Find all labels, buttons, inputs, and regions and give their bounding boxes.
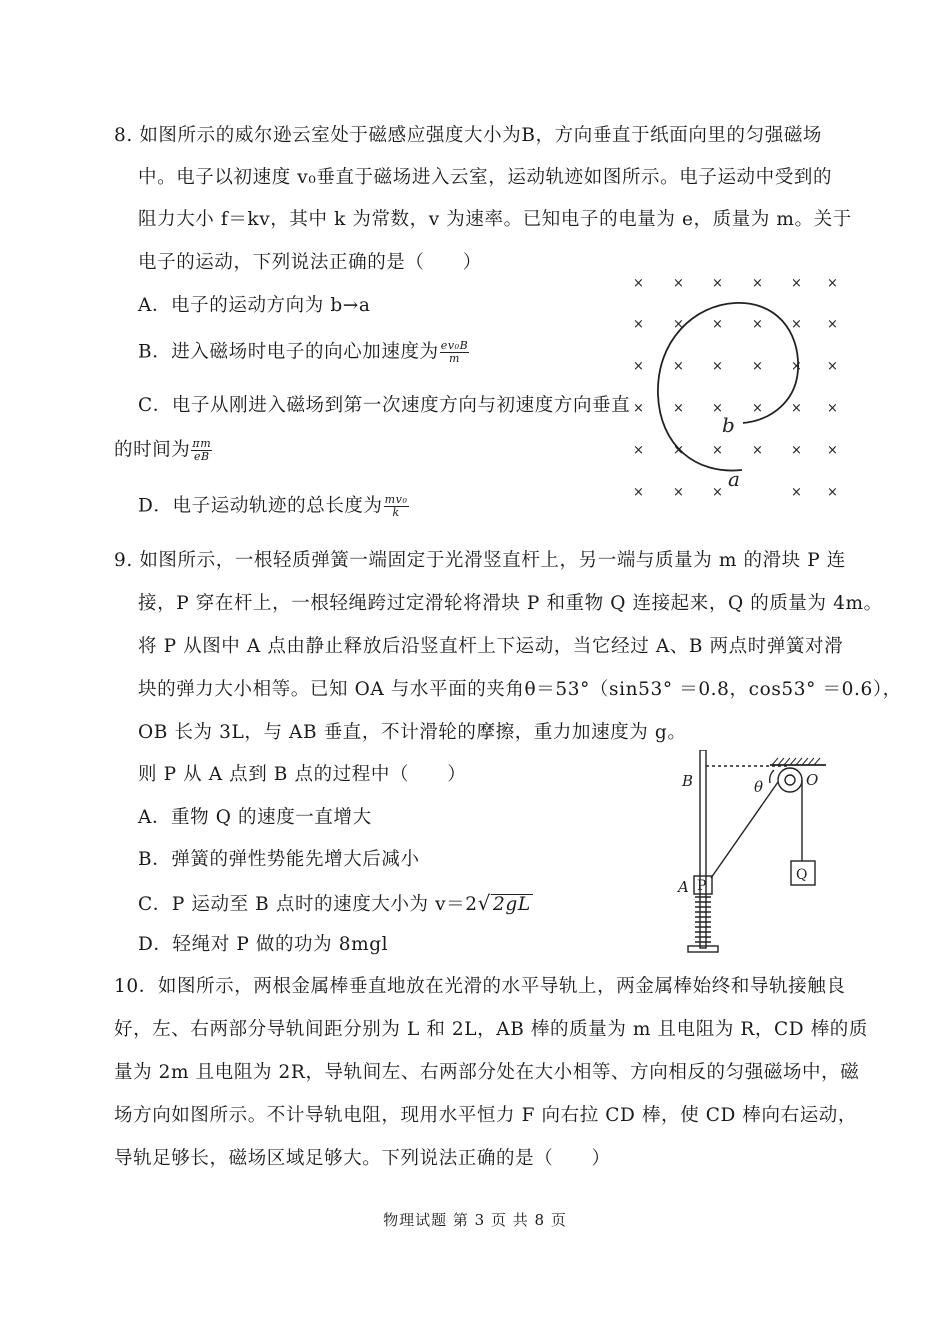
- label-A: A: [678, 878, 689, 896]
- svg-text:×: ×: [827, 276, 838, 291]
- q9-pulley-figure: [670, 750, 840, 955]
- q8-option-b: B．进入磁场时电子的向心加速度为 $\frac{\text{ev₀B}}{m}$: [138, 339, 469, 365]
- svg-text:×: ×: [673, 401, 684, 416]
- svg-text:×: ×: [791, 317, 802, 332]
- svg-text:×: ×: [791, 359, 802, 374]
- ceiling-hatching: [772, 758, 820, 765]
- svg-text:×: ×: [633, 359, 644, 374]
- q8-option-c: C．电子从刚进入磁场到第一次速度方向与初速度方向垂直: [138, 395, 631, 416]
- q8-option-b-fraction: $\frac{\text{ev₀B}}{m}$: [440, 339, 469, 365]
- svg-text:×: ×: [827, 485, 838, 500]
- svg-text:×: ×: [712, 485, 723, 500]
- svg-text:×: ×: [673, 276, 684, 291]
- svg-text:×: ×: [673, 485, 684, 500]
- svg-text:×: ×: [791, 485, 802, 500]
- q9-option-c: C．P 运动至 B 点时的速度大小为 v＝2√ 2gL: [138, 891, 531, 915]
- label-theta: θ: [754, 778, 764, 796]
- label-b: b: [722, 413, 735, 437]
- spring: [695, 897, 711, 942]
- q8-option-c-cont: 的时间为 $\frac{\pi m}{eB}$: [114, 437, 212, 463]
- svg-text:×: ×: [712, 401, 723, 416]
- q8-line-3: 阻力大小 f＝kv，其中 k 为常数，v 为速率。已知电子的电量为 e，质量为 m。关于: [138, 209, 852, 230]
- svg-text:×: ×: [712, 317, 723, 332]
- label-a: a: [728, 467, 740, 491]
- label-Q: Q: [796, 867, 808, 883]
- q9-line-1: 9. 如图所示，一根轻质弹簧一端固定于光滑竖直杆上，另一端与质量为 m 的滑块 P 连: [114, 550, 846, 571]
- svg-text:×: ×: [752, 276, 763, 291]
- svg-text:×: ×: [827, 359, 838, 374]
- svg-text:×: ×: [633, 401, 644, 416]
- svg-text:×: ×: [712, 359, 723, 374]
- q9-option-c-radicand: 2gL: [493, 894, 531, 915]
- svg-text:×: ×: [827, 443, 838, 458]
- svg-text:×: ×: [633, 485, 644, 500]
- q8-line-2: 中。电子以初速度 v₀垂直于磁场进入云室，运动轨迹如图所示。电子运动中受到的: [138, 167, 833, 188]
- q8-line-4: 电子的运动，下列说法正确的是（ ）: [138, 252, 482, 273]
- q8-cloud-chamber-figure: [625, 270, 845, 502]
- svg-text:×: ×: [673, 443, 684, 458]
- angle-arc: [770, 770, 774, 783]
- svg-text:×: ×: [673, 317, 684, 332]
- q8-option-c-fraction: $\frac{\pi m}{eB}$: [192, 437, 212, 463]
- q9-line-4: 块的弹力大小相等。已知 OA 与水平面的夹角θ＝53°（sin53° ＝0.8，cos53° ＝0.6），: [138, 679, 902, 700]
- q9-line-5: OB 长为 3L，与 AB 垂直，不计滑轮的摩擦，重力加速度为 g。: [138, 722, 687, 743]
- q9-option-a: A．重物 Q 的速度一直增大: [138, 807, 372, 828]
- svg-text:×: ×: [827, 317, 838, 332]
- svg-text:×: ×: [752, 359, 763, 374]
- rope-to-p: [711, 782, 778, 878]
- q10-line-2: 好，左、右两部分导轨间距分别为 L 和 2L，AB 棒的质量为 m 且电阻为 R，CD 棒的质: [114, 1019, 869, 1040]
- q8-option-d: D．电子运动轨迹的总长度为 $\frac{\text{mv₀}}{k}$: [138, 493, 408, 519]
- svg-text:×: ×: [673, 359, 684, 374]
- q9-line-3: 将 P 从图中 A 点由静止释放后沿竖直杆上下运动，当它经过 A、B 两点时弹簧对滑: [138, 636, 844, 657]
- q9-option-d: D．轻绳对 P 做的功为 8mgl: [138, 934, 389, 955]
- svg-text:×: ×: [827, 401, 838, 416]
- vertical-rod: [700, 750, 706, 948]
- q10-line-5: 导轨足够长，磁场区域足够大。下列说法正确的是（ ）: [114, 1148, 611, 1169]
- q8-line-1: 8. 如图所示的威尔逊云室处于磁感应强度大小为B，方向垂直于纸面向里的匀强磁场: [114, 125, 823, 146]
- pulley: [778, 768, 802, 792]
- svg-text:×: ×: [752, 317, 763, 332]
- page-footer: 物理试题 第 3 页 共 8 页: [383, 1211, 567, 1229]
- pulley-axle: [785, 775, 795, 785]
- q10-line-1: 10．如图所示，两根金属棒垂直地放在光滑的水平导轨上，两金属棒始终和导轨接触良: [114, 976, 846, 997]
- base: [688, 946, 718, 952]
- svg-text:×: ×: [791, 443, 802, 458]
- q8-option-a: A．电子的运动方向为 b→a: [138, 295, 371, 316]
- label-B: B: [682, 772, 694, 790]
- svg-text:×: ×: [712, 276, 723, 291]
- svg-text:×: ×: [633, 443, 644, 458]
- q9-option-b: B．弹簧的弹性势能先增大后减小: [138, 849, 420, 870]
- q10-line-3: 量为 2m 且电阻为 2R，导轨间左、右两部分处在大小相等、方向相反的匀强磁场中，磁: [114, 1062, 860, 1083]
- svg-text:×: ×: [791, 276, 802, 291]
- q9-line-6: 则 P 从 A 点到 B 点的过程中（ ）: [138, 764, 467, 785]
- label-P: P: [697, 878, 707, 894]
- q9-line-2: 接，P 穿在杆上，一根轻绳跨过定滑轮将滑块 P 和重物 Q 连接起来，Q 的质量为 4m。: [138, 593, 883, 614]
- svg-text:×: ×: [633, 276, 644, 291]
- svg-text:×: ×: [712, 443, 723, 458]
- svg-text:×: ×: [752, 401, 763, 416]
- q8-option-d-fraction: $\frac{\text{mv₀}}{k}$: [384, 493, 408, 519]
- svg-text:×: ×: [791, 401, 802, 416]
- svg-text:×: ×: [752, 443, 763, 458]
- label-O: O: [806, 771, 819, 789]
- svg-text:×: ×: [633, 317, 644, 332]
- q10-line-4: 场方向如图所示。不计导轨电阻，现用水平恒力 F 向右拉 CD 棒，使 CD 棒向右运动，: [114, 1105, 857, 1126]
